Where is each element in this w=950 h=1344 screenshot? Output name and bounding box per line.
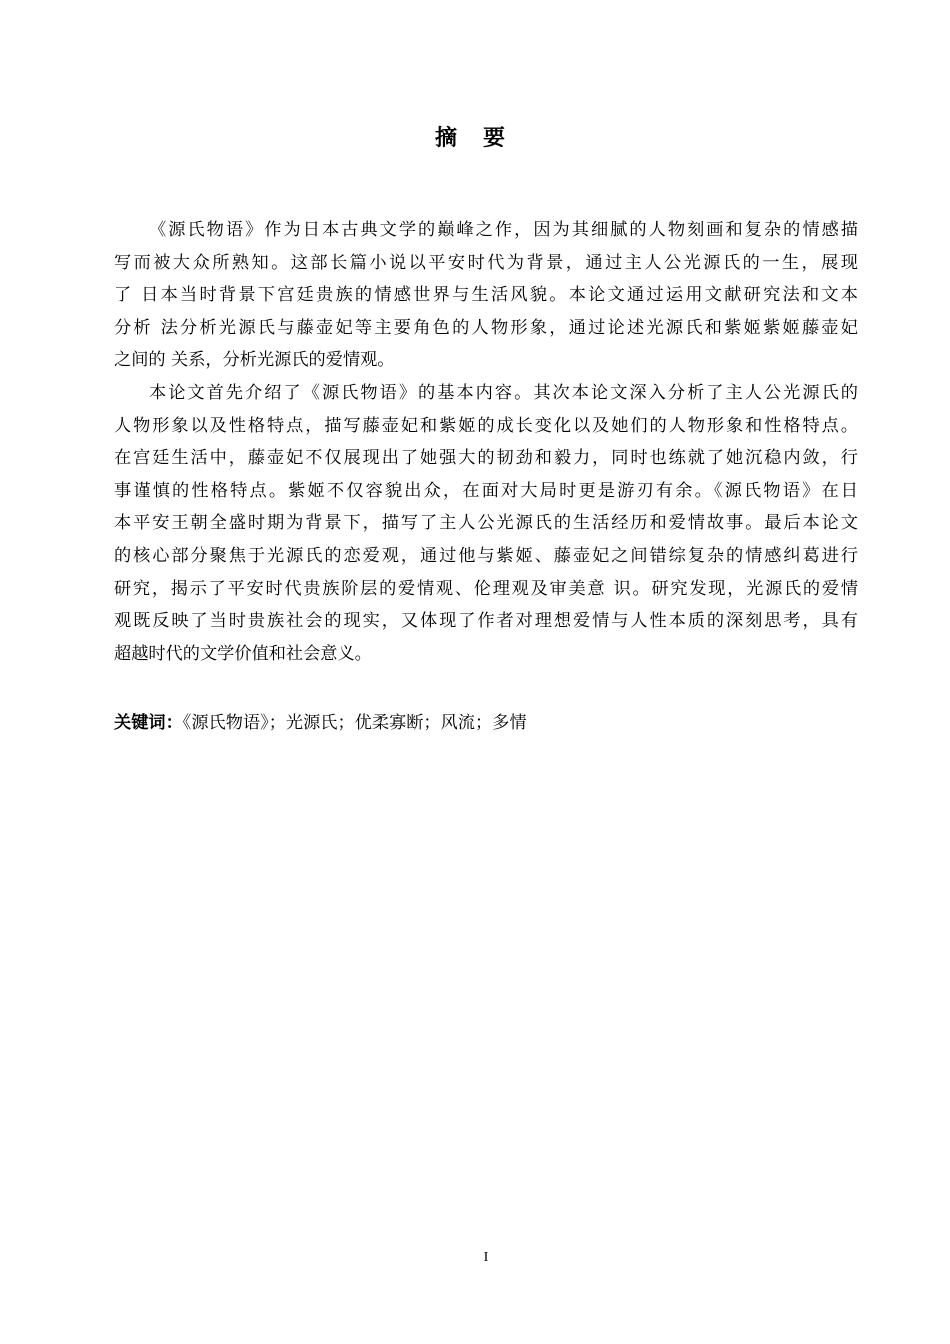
text-line: 在宫廷生活中，藤壶妃不仅展现出了她强大的韧劲和毅力，同时也练就了她沉稳内敛，行 bbox=[114, 448, 858, 469]
abstract-body bbox=[114, 214, 858, 670]
abstract-paragraph bbox=[114, 214, 858, 377]
text-line: 超越时代的文学价值和社会意义。 bbox=[114, 643, 372, 664]
keywords-text: 《源氏物语》；光源氏；优柔寡断；风流；多情 bbox=[182, 713, 527, 733]
page-title: 摘要 bbox=[434, 126, 531, 151]
abstract-paragraph bbox=[114, 377, 858, 670]
keywords bbox=[114, 707, 527, 739]
text-line: 的核心部分聚焦于光源氏的恋爱观，通过他与紫姬、藤壶妃之间错综复杂的情感纠葛进行 bbox=[114, 545, 858, 566]
page-number: I bbox=[483, 1250, 489, 1265]
text-line: 写而被大众所熟知。这部长篇小说以平安时代为背景，通过主人公光源氏的一生，展现 bbox=[114, 252, 858, 273]
text-line: 研究，揭示了平安时代贵族阶层的爱情观、伦理观及审美意 识。研究发现，光源氏的爱情 bbox=[114, 578, 858, 599]
text-line: 《源氏物语》作为日本古典文学的巅峰之作，因为其细腻的人物刻画和复杂的情感描 bbox=[149, 220, 858, 240]
text-line: 分析 法分析光源氏与藤壶妃等主要角色的人物形象，通过论述光源氏和紫姬紫姬藤壶妃 bbox=[114, 317, 858, 338]
text-line: 事谨慎的性格特点。紫姬不仅容貌出众，在面对大局时更是游刃有余。《源氏物语》在日 bbox=[114, 480, 858, 501]
text-line: 人物形象以及性格特点，描写藤壶妃和紫姬的成长变化以及她们的人物形象和性格特点。 bbox=[114, 415, 858, 436]
keywords-label: 关键词： bbox=[114, 713, 183, 733]
text-line: 本论文首先介绍了《源氏物语》的基本内容。其次本论文深入分析了主人公光源氏的 bbox=[149, 382, 858, 403]
text-line: 观既反映了当时贵族社会的现实，又体现了作者对理想爱情与人性本质的深刻思考，具有 bbox=[114, 611, 858, 632]
text-line: 本平安王朝全盛时期为背景下，描写了主人公光源氏的生活经历和爱情故事。最后本论文 bbox=[114, 513, 858, 534]
text-line: 了 日本当时背景下宫廷贵族的情感世界与生活风貌。本论文通过运用文献研究法和文本 bbox=[114, 285, 858, 306]
text-line: 之间的 关系，分析光源氏的爱情观。 bbox=[114, 350, 395, 371]
